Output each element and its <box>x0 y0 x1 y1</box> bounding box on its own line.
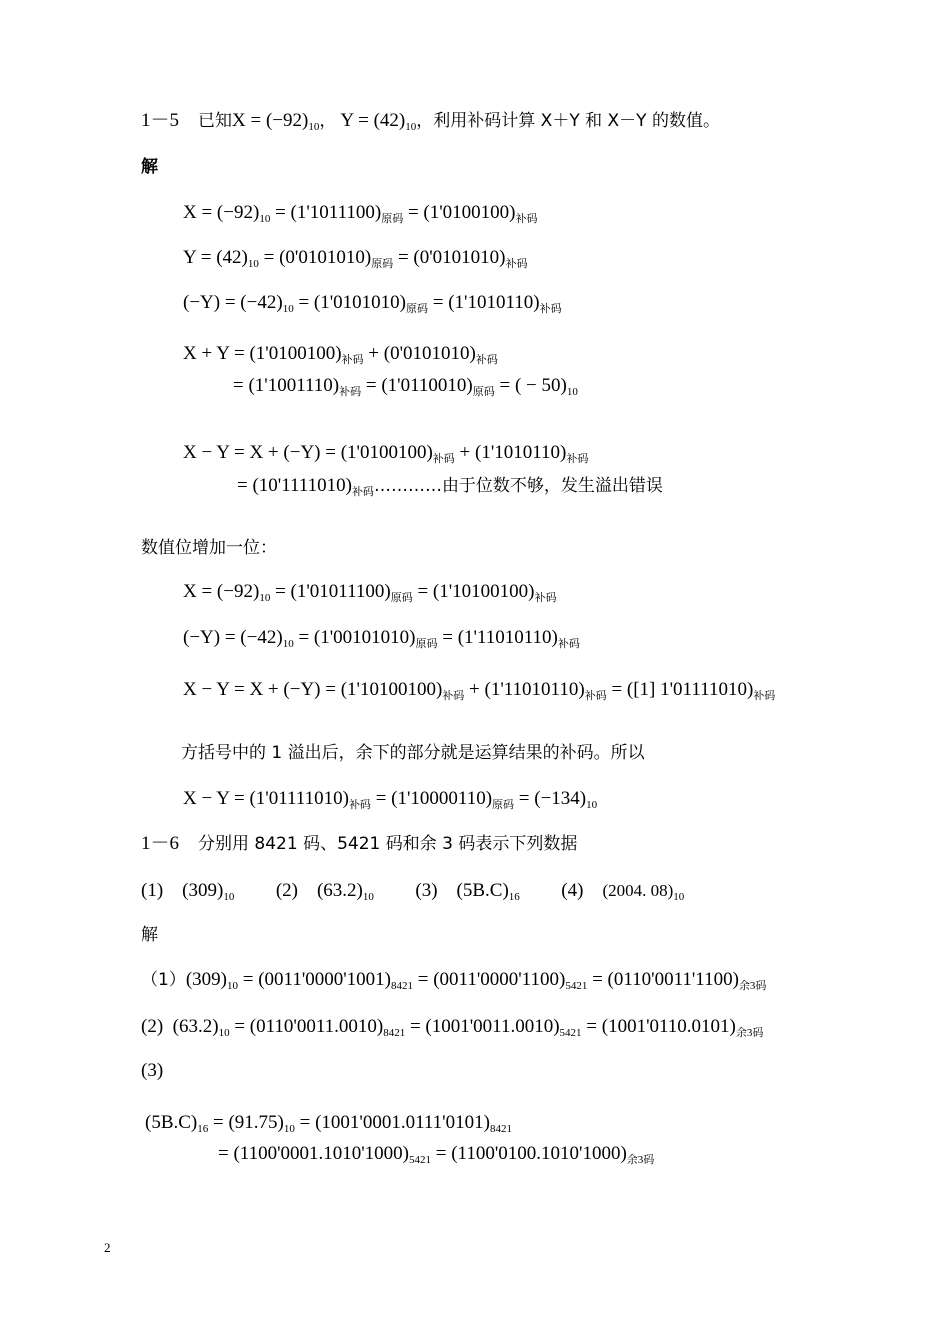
eq-neg-y-complement: $(-Y) = (-42)_{10} = (1'0101010)_{原码} = (1'1010110)_{补码}$ <box>183 292 562 315</box>
eq-diff-line-1: $X - Y = X + (-Y) = (1'0100100)_{补码} + (1'1010110)_{补码}$ <box>183 442 589 465</box>
answer-1: $(1)(309)_{10} = (0011'0000'1001)_{8421} = (0011'0000'1100)_{5421} = (0110'0011'1100)_{余3码}$ <box>141 969 767 992</box>
answer-3-line-1: $(5B.C)_{16} = (91.75)_{10} = (1001'0001.0111'0101)_{8421}$ <box>145 1112 512 1135</box>
problem-1-6-items: (1) $(309)_{10}$ (2) $(63.2)_{10}$ (3) $(5B.C)_{16}$ (4) (2004. $08)_{10}$ <box>141 880 685 903</box>
extend-bits-note: 数值位增加一位： <box>141 538 277 558</box>
eq-diff-result: $X - Y = (1'01111010)_{补码} = (1'10000110)_{原码} = (-134)_{10}$ <box>183 788 598 811</box>
overflow-note: 方括号中的 1 溢出后，余下的部分就是运算结果的补码。所以 <box>181 743 645 763</box>
eq-neg-y-extended: $(-Y) = (-42)_{10} = (1'00101010)_{原码} = (1'11010110)_{补码}$ <box>183 627 580 650</box>
answer-3-label: (3) <box>141 1060 164 1081</box>
answer-3-line-2: = $(1100'0001.1010'1000)_{5421} = (1100'0100.1010'1000)_{余3码}$ <box>218 1143 655 1166</box>
page-number: 2 <box>104 1240 111 1255</box>
answer-2: (2) $(63.2)_{10} = (0110'0011.0010)_{8421} = (1001'0011.0010)_{5421} = (1001'0110.0101)_{余3码}$ <box>141 1016 764 1039</box>
problem-1-6-statement: 1－6 分别用 8421 码、5421 码和余 3 码表示下列数据 <box>141 833 578 854</box>
eq-y-complement: $Y = (42)_{10} = (0'0101010)_{原码} = (0'0101010)_{补码}$ <box>183 247 528 270</box>
eq-sum-line-2: = $(1'1001110)_{补码} = (1'0110010)_{原码}$ = ( − $50)_{10}$ <box>233 375 578 398</box>
problem-1-5-statement: 1－5 已知$X = (-92)_{10}$， $Y = (42)_{10}$，利用补码计算 X＋Y 和 X－Y 的数值。 <box>141 110 720 133</box>
eq-x-complement: $X = (-92)_{10} = (1'1011100)_{原码} = (1'0100100)_{补码}$ <box>183 202 538 225</box>
eq-diff-extended: $X - Y = X + (-Y) = (1'10100100)_{补码} + (1'11010110)_{补码} = ([1]$ $1'01111010)_{补码}$ <box>183 679 776 702</box>
eq-diff-line-2: = $(10'1111010)_{补码}\dots\dots\dots\dots$由于位数不够，发生溢出错误 <box>237 475 663 498</box>
solution-label: 解 <box>141 157 158 177</box>
solution-label-1-6: 解 <box>141 925 158 945</box>
eq-sum-line-1: $X + Y = (1'0100100)_{补码} + (0'0101010)_{补码}$ <box>183 343 498 366</box>
eq-x-extended: $X = (-92)_{10} = (1'01011100)_{原码} = (1'10100100)_{补码}$ <box>183 581 557 604</box>
